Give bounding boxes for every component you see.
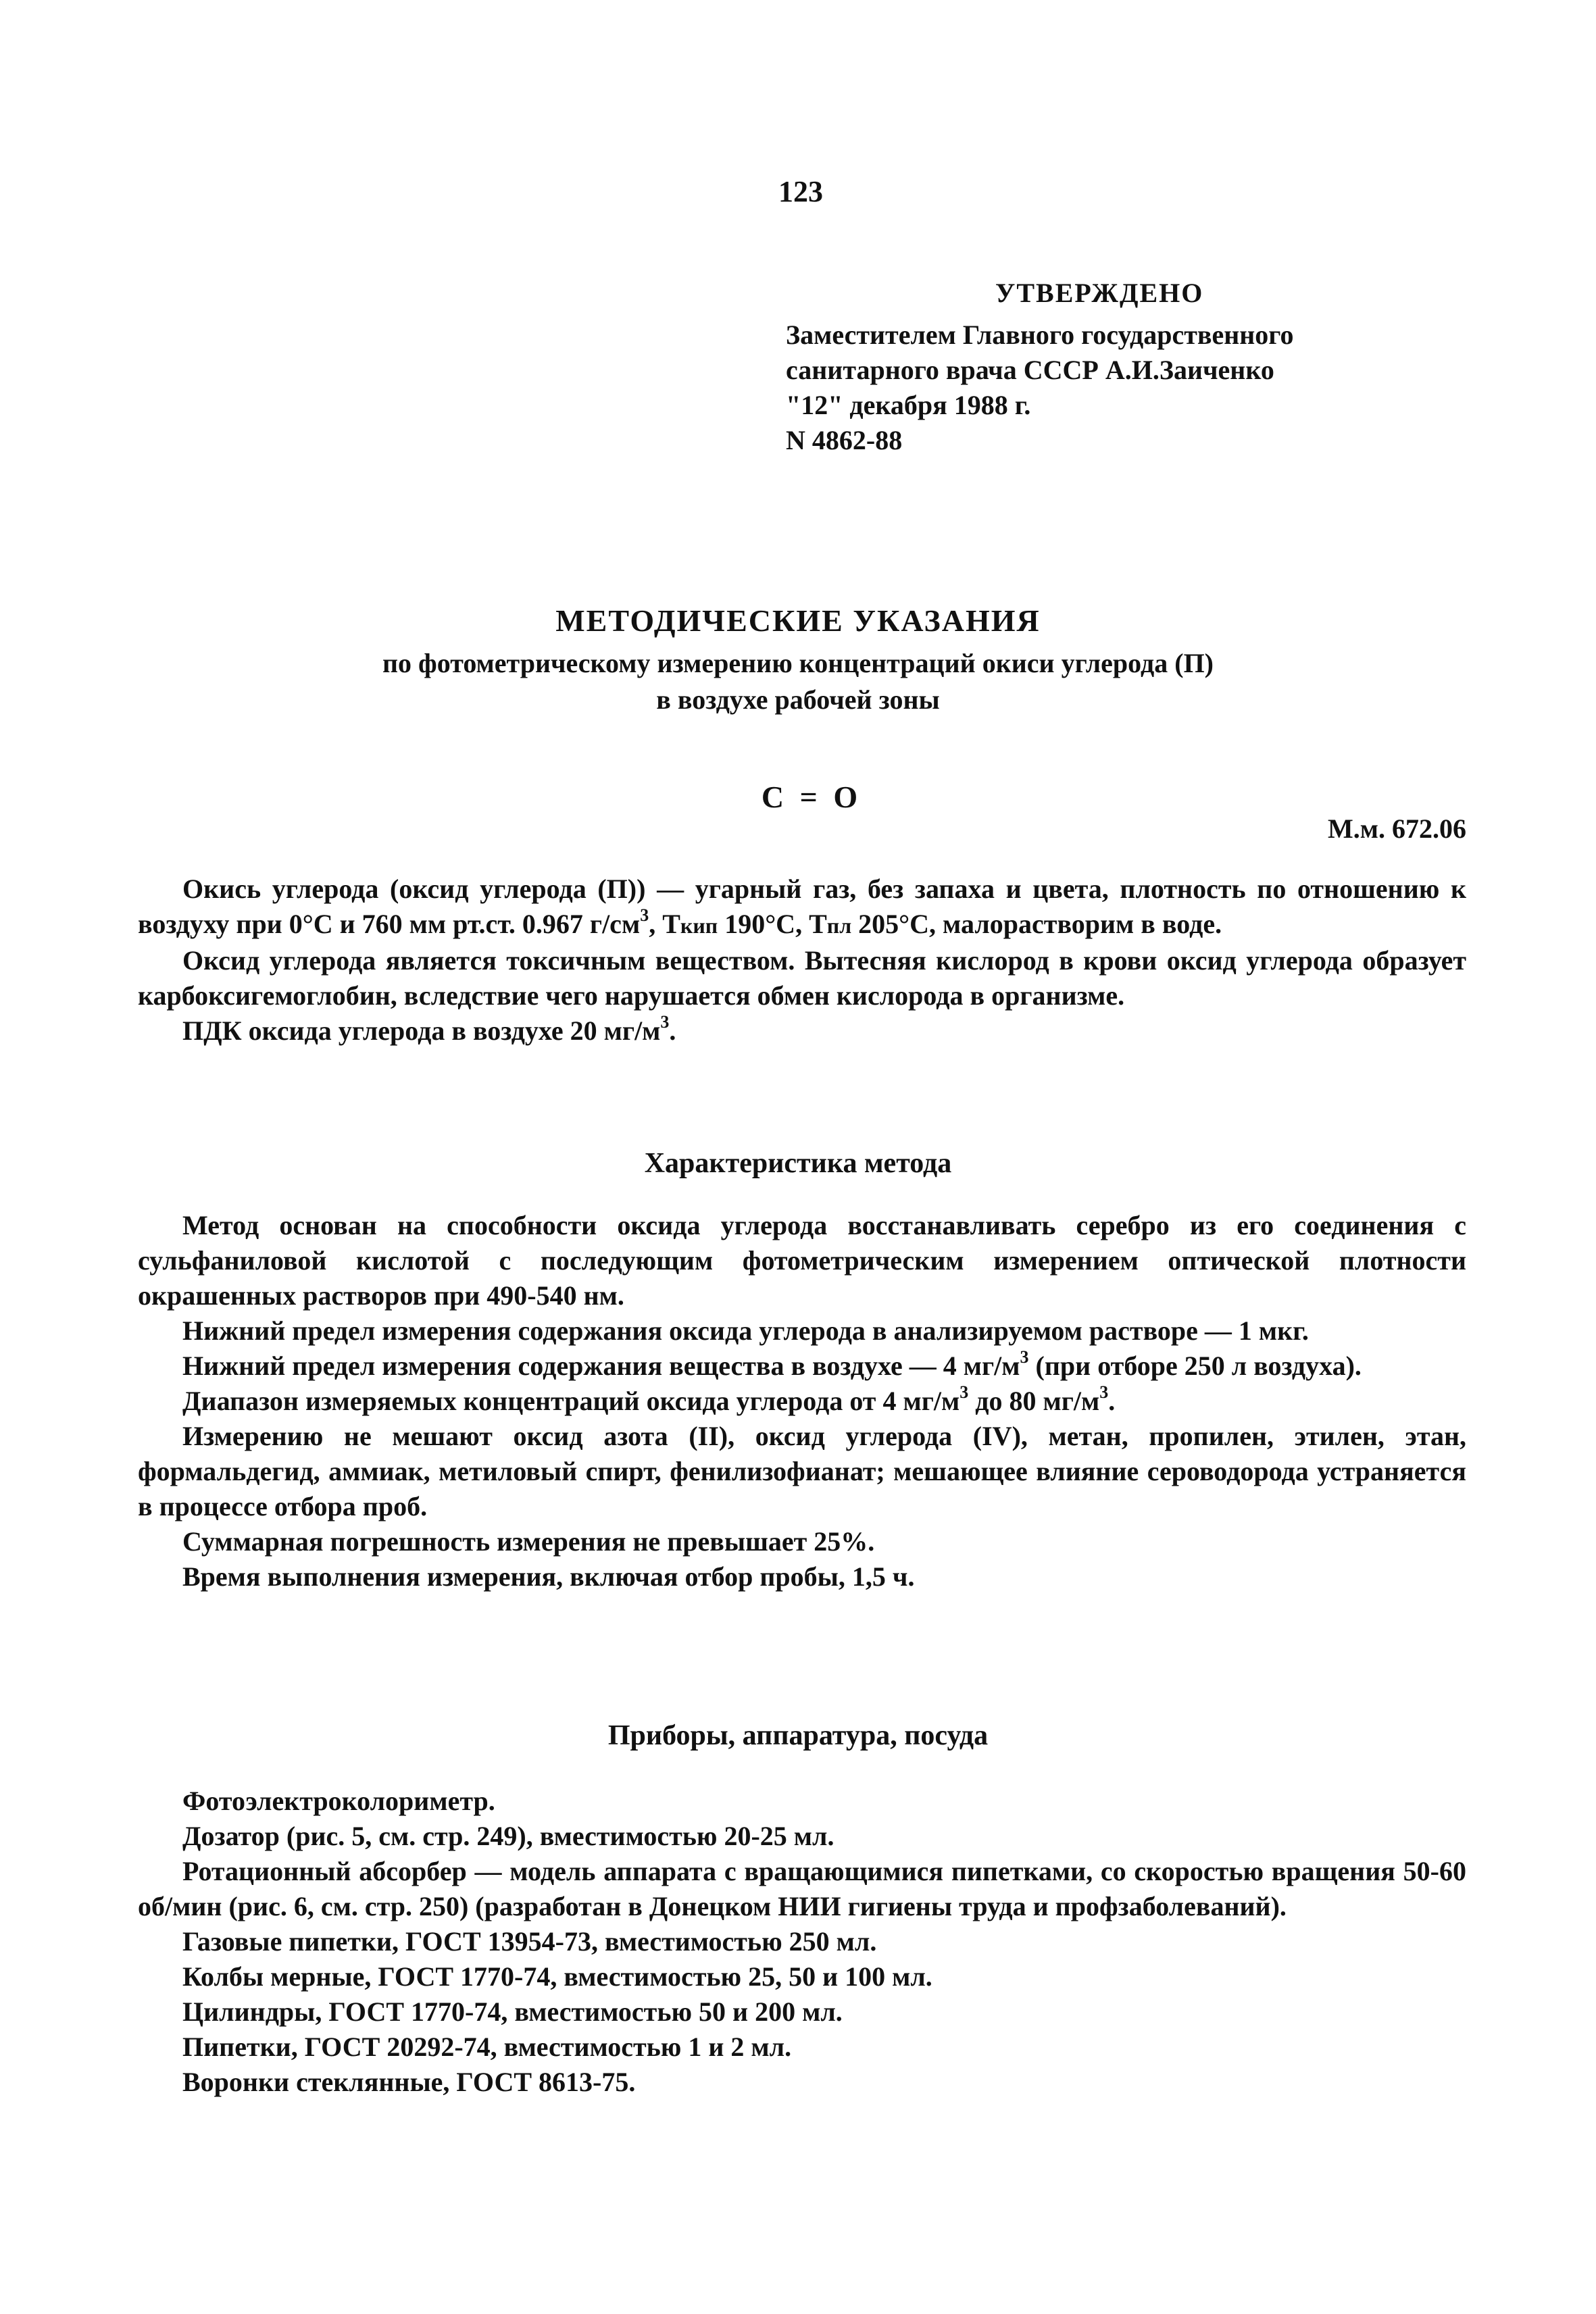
equipment-item: Цилиндры, ГОСТ 1770-74, вместимостью 50 и 200 мл. [182, 1996, 843, 2027]
approval-line: "12" декабря 1988 г. [786, 390, 1031, 420]
intro-paragraph: Оксид углерода является токсичным веществом. Вытесняя кислород в крови оксид углерода образует карбоксигемоглобин, вследствие чего нарушается обмен кислорода в организме. [138, 945, 1466, 1011]
method-paragraph: Нижний предел измерения содержания вещества в воздухе — 4 $мг/м^3$ (при отборе 250 л воздуха). [182, 1347, 1362, 1381]
document-subtitle [203, 645, 1393, 718]
section-heading-equipment: Приборы, аппаратура, посуда [607, 1720, 989, 1751]
method-section [138, 1208, 1466, 1594]
chemical-formula: С = О [761, 780, 862, 814]
equipment-item: Колбы мерные, ГОСТ 1770-74, вместимостью 25, 50 и 100 мл. [182, 1961, 932, 1992]
intro-paragraph: Окись углерода (оксид углерода (П)) — угарный газ, без запаха и цвета, плотность по отношению к воздуху при 0°С и 760 мм рт.ст. 0.967 $г/см^3$, Ткип 190°С, Тпл 205°С, малорастворим в воде. [138, 874, 1466, 939]
approval-line: Заместителем Главного государственного [786, 320, 1294, 350]
method-paragraph: Измерению не мешают оксид азота (II), оксид углерода (IV), метан, пропилен, этилен, этан, формальдегид, аммиак, метиловый спирт, фенилизофианат; мешающее влияние сероводорода устраняется в процессе отбора проб. [138, 1421, 1466, 1521]
approval-line: N 4862-88 [786, 425, 903, 455]
document-title: МЕТОДИЧЕСКИЕ УКАЗАНИЯ [555, 603, 1041, 638]
method-paragraph: Нижний предел измерения содержания оксида углерода в анализируемом растворе — 1 мкг. [182, 1315, 1309, 1346]
page-number: 123 [778, 175, 823, 208]
method-paragraph: Суммарная погрешность измерения не превышает 25%. [182, 1526, 875, 1557]
intro-paragraph: ПДК оксида углерода в воздухе 20 $мг/м^3$. [182, 1011, 676, 1046]
equipment-item: Дозатор (рис. 5, см. стр. 249), вместимостью 20-25 мл. [182, 1821, 834, 1851]
method-paragraph: Метод основан на способности оксида углерода восстанавливать серебро из его соединения с сульфаниловой кислотой с последующим фотометрическим измерением оптической плотности окрашенных растворов при 490-540 нм. [138, 1210, 1466, 1311]
approval-line: санитарного врача СССР А.И.Заиченко [786, 355, 1274, 385]
molar-mass: М.м. 672.06 [1328, 813, 1466, 844]
equipment-item: Ротационный абсорбер — модель аппарата с вращающимися пипетками, со скоростью вращения 50-60 об/мин (рис. 6, см. стр. 250) (разработан в Донецком НИИ гигиены труда и профзаболеваний). [138, 1856, 1466, 1921]
approval-title: УТВЕРЖДЕНО [995, 278, 1204, 308]
equipment-item: Воронки стеклянные, ГОСТ 8613-75. [182, 2067, 636, 2097]
section-heading-method: Характеристика метода [644, 1148, 952, 1179]
method-paragraph: Диапазон измеряемых концентраций оксида углерода от 4 $мг/м^3$ до 80 $мг/м^3$. [182, 1382, 1116, 1416]
equipment-item: Газовые пипетки, ГОСТ 13954-73, вместимостью 250 мл. [182, 1926, 877, 1957]
method-paragraph: Время выполнения измерения, включая отбор пробы, 1,5 ч. [182, 1561, 915, 1592]
subtitle-line: по фотометрическому измерению концентраций окиси углерода (П) [382, 648, 1214, 678]
equipment-item: Фотоэлектроколориметр. [182, 1786, 495, 1816]
intro-section [138, 872, 1466, 1049]
equipment-list [138, 1784, 1466, 2100]
approval-block [786, 276, 1529, 458]
equipment-item: Пипетки, ГОСТ 20292-74, вместимостью 1 и 2 мл. [182, 2032, 792, 2062]
subtitle-line: в воздухе рабочей зоны [656, 684, 940, 715]
